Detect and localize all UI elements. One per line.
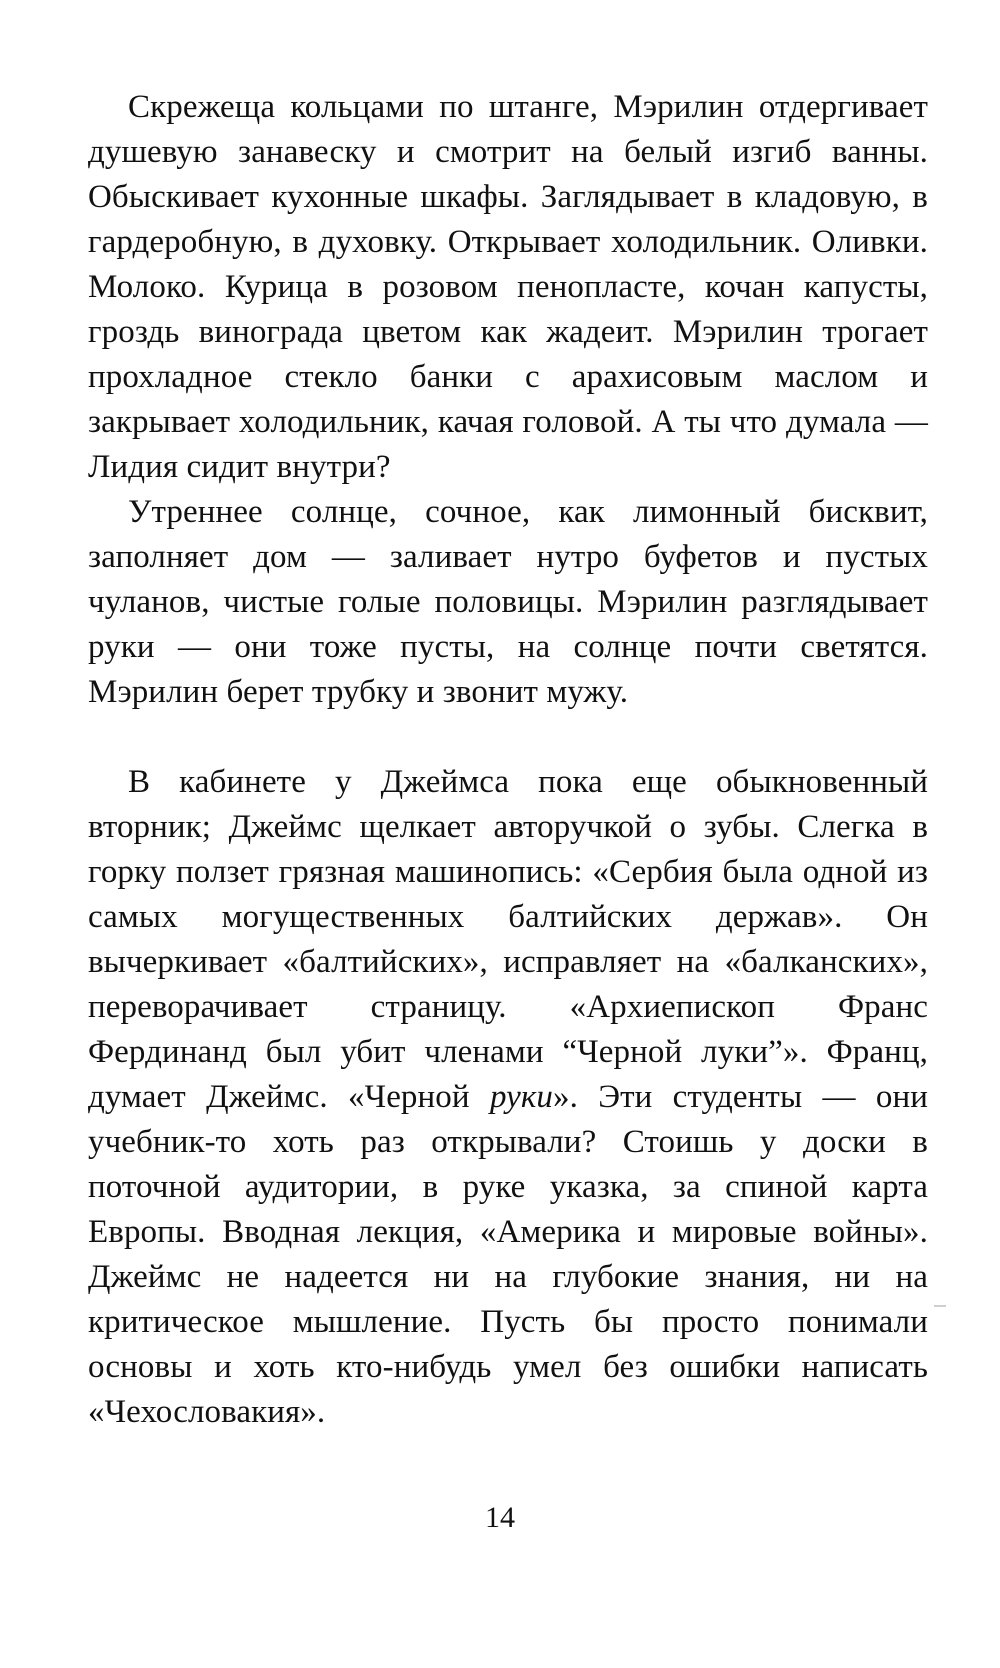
paragraph-james-text-end: ». Эти студенты — они учебник-то хоть раз открывали? Стоишь у доски в поточной аудитории, в руке указка, за спиной карта Европы. Вводная лекция, «Америка и мировые войны». Джеймс не надеется ни на глубокие знания, ни на критическое мышление. Пусть бы просто понимали основы и хоть кто-нибудь умел без ошибки написать «Чехословакия». (88, 1079, 928, 1430)
italic-word: руки (489, 1079, 553, 1115)
page-number: 14 (485, 1501, 515, 1534)
paragraph-morning-sun: Утреннее солнце, сочное, как лимонный бисквит, заполняет дом — заливает нутро буфетов и пустых чуланов, чистые голые половицы. Мэрилин разглядывает руки — они тоже пусты, на солнце почти светятся. Мэрилин берет трубку и звонит мужу. (88, 494, 928, 710)
paragraph-marilyn-search: Скрежеща кольцами по штанге, Мэрилин отдергивает душевую занавеску и смотрит на белый изгиб ванны. Обыскивает кухонные шкафы. Заглядывает в кладовую, в гардеробную, в духовку. Открывает холодильник. Оливки. Молоко. Курица в розовом пенопласте, кочан капусты, гроздь винограда цветом как жадеит. Мэрилин трогает прохладное стекло банки с арахисовым маслом и закрывает холодильник, качая головой. А ты что думала — Лидия сидит внутри? (88, 89, 928, 485)
section-break (88, 715, 928, 760)
paragraph-james-text-start: В кабинете у Джеймса пока еще обыкновенный вторник; Джеймс щелкает авторучкой о зубы. Слегка в горку ползет грязная машинопись: «Сербия была одной из самых могущественных балтийских держав». Он вычеркивает «балтийских», исправляет на «балканских», переворачивает страницу. «Архиепископ Франс Фердинанд был убит членами “Черной луки”». Франц, думает Джеймс. «Черной (88, 764, 928, 1115)
margin-mark (934, 1305, 946, 1307)
paragraph-james-office (88, 760, 928, 1435)
body-text (88, 85, 928, 1435)
